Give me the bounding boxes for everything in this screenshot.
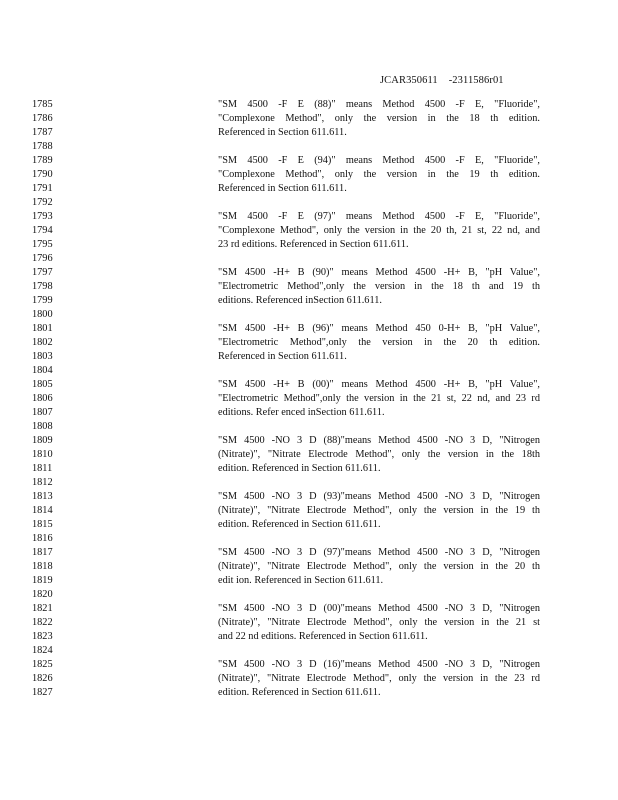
line-text: edition. Referenced in Section 611.611. — [218, 687, 381, 698]
line-text: Referenced in Section 611.611. — [218, 183, 347, 194]
line-text: "Complexone Method", only the version in the 19 th edition. — [218, 169, 540, 180]
numbered-line — [32, 406, 592, 420]
line-number: 1817 — [32, 547, 53, 558]
line-number: 1812 — [32, 477, 53, 488]
numbered-line — [32, 630, 592, 644]
line-number: 1822 — [32, 617, 53, 628]
line-text: "Complexone Method", only the version in the 20 th, 21 st, 22 nd, and — [218, 225, 540, 236]
line-text: "SM 4500 -NO 3 D (93)"means Method 4500 -NO 3 D, "Nitrogen — [218, 491, 540, 502]
line-text: (Nitrate)", "Nitrate Electrode Method", only the version in the 21 st — [218, 617, 540, 628]
line-number: 1805 — [32, 379, 53, 390]
numbered-line — [32, 490, 592, 504]
numbered-line — [32, 196, 592, 210]
line-text: (Nitrate)", "Nitrate Electrode Method", only the version in the 23 rd — [218, 673, 540, 684]
line-text: and 22 nd editions. Referenced in Section 611.611. — [218, 631, 428, 642]
document-body — [32, 98, 592, 700]
line-number: 1790 — [32, 169, 53, 180]
numbered-line — [32, 420, 592, 434]
line-number: 1804 — [32, 365, 53, 376]
line-number: 1796 — [32, 253, 53, 264]
line-text: edition. Referenced in Section 611.611. — [218, 463, 381, 474]
numbered-line — [32, 504, 592, 518]
line-number: 1825 — [32, 659, 53, 670]
line-text: editions. Referenced inSection 611.611. — [218, 295, 382, 306]
numbered-line — [32, 560, 592, 574]
numbered-line — [32, 112, 592, 126]
document-ref: -2311586r01 — [448, 75, 504, 86]
numbered-line — [32, 182, 592, 196]
numbered-line — [32, 266, 592, 280]
page-header — [380, 75, 504, 86]
numbered-line — [32, 252, 592, 266]
line-text: Referenced in Section 611.611. — [218, 351, 347, 362]
numbered-line — [32, 238, 592, 252]
line-number: 1787 — [32, 127, 53, 138]
line-number: 1808 — [32, 421, 53, 432]
numbered-line — [32, 602, 592, 616]
line-number: 1794 — [32, 225, 53, 236]
numbered-line — [32, 672, 592, 686]
line-text: "Electrometric Method",only the version in the 21 st, 22 nd, and 23 rd — [218, 393, 540, 404]
line-text: "SM 4500 -NO 3 D (97)"means Method 4500 -NO 3 D, "Nitrogen — [218, 547, 540, 558]
line-text: "Electrometric Method",only the version in the 18 th and 19 th — [218, 281, 540, 292]
line-number: 1823 — [32, 631, 53, 642]
line-text: "SM 4500 -H+ B (96)" means Method 450 0-H+ B, "pH Value", — [218, 323, 540, 334]
line-text: "SM 4500 -NO 3 D (00)"means Method 4500 -NO 3 D, "Nitrogen — [218, 603, 540, 614]
numbered-line — [32, 308, 592, 322]
numbered-line — [32, 364, 592, 378]
numbered-line — [32, 546, 592, 560]
line-number: 1827 — [32, 687, 53, 698]
line-number: 1813 — [32, 491, 53, 502]
line-number: 1795 — [32, 239, 53, 250]
line-text: "SM 4500 -H+ B (00)" means Method 4500 -H+ B, "pH Value", — [218, 379, 540, 390]
line-text: "SM 4500 -H+ B (90)" means Method 4500 -H+ B, "pH Value", — [218, 267, 540, 278]
numbered-line — [32, 658, 592, 672]
line-number: 1810 — [32, 449, 53, 460]
numbered-line — [32, 126, 592, 140]
line-number: 1820 — [32, 589, 53, 600]
line-text: "SM 4500 -NO 3 D (16)"means Method 4500 -NO 3 D, "Nitrogen — [218, 659, 540, 670]
numbered-line — [32, 350, 592, 364]
line-number: 1785 — [32, 99, 53, 110]
line-text: "Complexone Method", only the version in the 18 th edition. — [218, 113, 540, 124]
line-number: 1800 — [32, 309, 53, 320]
numbered-line — [32, 462, 592, 476]
numbered-line — [32, 98, 592, 112]
numbered-line — [32, 434, 592, 448]
line-number: 1786 — [32, 113, 53, 124]
line-text: (Nitrate)", "Nitrate Electrode Method", only the version in the 19 th — [218, 505, 540, 516]
numbered-line — [32, 392, 592, 406]
line-number: 1816 — [32, 533, 53, 544]
numbered-line — [32, 378, 592, 392]
line-text: "SM 4500 -F E (94)" means Method 4500 -F E, "Fluoride", — [218, 155, 540, 166]
line-text: edit ion. Referenced in Section 611.611. — [218, 575, 384, 586]
document-id: JCAR350611 — [380, 75, 438, 86]
line-number: 1806 — [32, 393, 53, 404]
line-number: 1789 — [32, 155, 53, 166]
line-number: 1802 — [32, 337, 53, 348]
numbered-line — [32, 210, 592, 224]
line-text: "SM 4500 -NO 3 D (88)"means Method 4500 -NO 3 D, "Nitrogen — [218, 435, 540, 446]
line-number: 1824 — [32, 645, 53, 656]
numbered-line — [32, 280, 592, 294]
line-text: (Nitrate)", "Nitrate Electrode Method", only the version in the 20 th — [218, 561, 540, 572]
line-text: "SM 4500 -F E (97)" means Method 4500 -F E, "Fluoride", — [218, 211, 540, 222]
numbered-line — [32, 140, 592, 154]
line-number: 1791 — [32, 183, 53, 194]
line-number: 1793 — [32, 211, 53, 222]
line-text: 23 rd editions. Referenced in Section 611.611. — [218, 239, 409, 250]
line-number: 1788 — [32, 141, 53, 152]
numbered-line — [32, 518, 592, 532]
line-number: 1821 — [32, 603, 53, 614]
numbered-line — [32, 588, 592, 602]
line-text: Referenced in Section 611.611. — [218, 127, 347, 138]
numbered-line — [32, 224, 592, 238]
line-number: 1792 — [32, 197, 53, 208]
line-number: 1807 — [32, 407, 53, 418]
numbered-line — [32, 616, 592, 630]
line-number: 1801 — [32, 323, 53, 334]
numbered-line — [32, 322, 592, 336]
line-number: 1803 — [32, 351, 53, 362]
line-number: 1819 — [32, 575, 53, 586]
line-text: "SM 4500 -F E (88)" means Method 4500 -F E, "Fluoride", — [218, 99, 540, 110]
line-number: 1814 — [32, 505, 53, 516]
line-number: 1797 — [32, 267, 53, 278]
line-number: 1826 — [32, 673, 53, 684]
line-number: 1811 — [32, 463, 53, 474]
numbered-line — [32, 154, 592, 168]
line-number: 1799 — [32, 295, 53, 306]
numbered-line — [32, 644, 592, 658]
numbered-line — [32, 686, 592, 700]
numbered-line — [32, 448, 592, 462]
line-text: edition. Referenced in Section 611.611. — [218, 519, 381, 530]
line-text: "Electrometric Method",only the version in the 20 th edition. — [218, 337, 540, 348]
numbered-line — [32, 336, 592, 350]
line-number: 1815 — [32, 519, 53, 530]
numbered-line — [32, 168, 592, 182]
line-number: 1818 — [32, 561, 53, 572]
numbered-line — [32, 532, 592, 546]
numbered-line — [32, 476, 592, 490]
numbered-line — [32, 294, 592, 308]
line-text: editions. Refer enced inSection 611.611. — [218, 407, 385, 418]
line-text: (Nitrate)", "Nitrate Electrode Method", only the version in the 18th — [218, 449, 540, 460]
line-number: 1798 — [32, 281, 53, 292]
line-number: 1809 — [32, 435, 53, 446]
numbered-line — [32, 574, 592, 588]
